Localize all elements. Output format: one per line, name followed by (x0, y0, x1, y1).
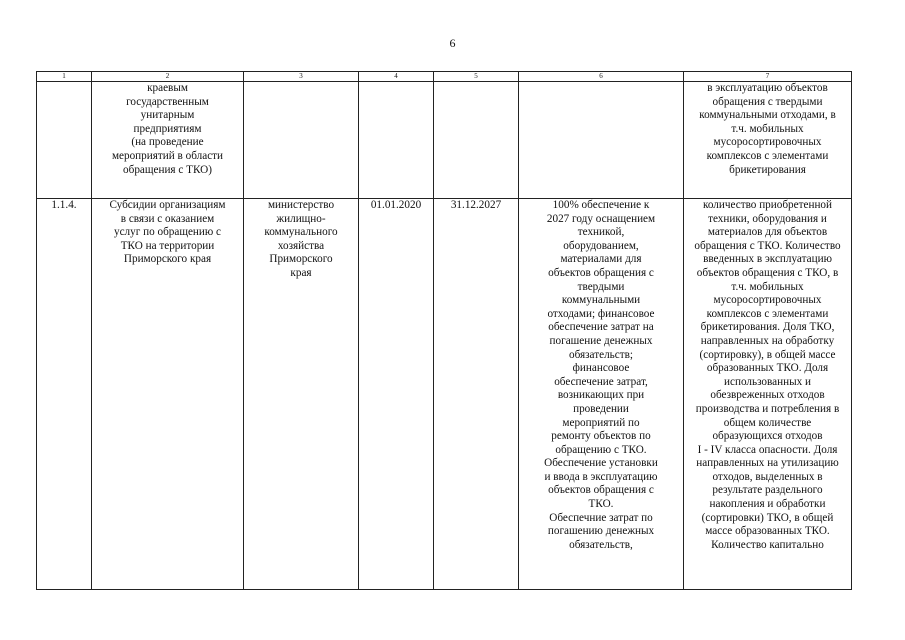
executor-cell (244, 199, 359, 590)
row-number-cell (37, 199, 92, 590)
expected-result: 100% обеспечение к 2027 году оснащением техникой, оборудованием, материалами для объектов обращения с твердыми коммунальными отходами; финансовое обеспечение затрат на погашение денежных обязательств; финансовое обеспечение затрат, возникающих при проведении мероприятий по ремонту объектов по обращению с ТКО. Обеспечение установки и ввода в эксплуатацию объектов обращения с ТКО. Обеспечние затрат по погашению денежных обязательств, (544, 199, 658, 551)
start-date: 01.01.2020 (370, 199, 422, 211)
column-header: 3 (244, 72, 359, 82)
indicators: в эксплуатацию объектов обращения с твердыми коммунальными отходами, в т.ч. мобильных мусоросортировочных комплексов с элементами брикетирования (699, 82, 836, 176)
column-header: 1 (37, 72, 92, 82)
end-date-cell (434, 199, 519, 590)
indicators-cell (684, 82, 852, 199)
table-row (37, 199, 852, 590)
expected-result-cell (519, 199, 684, 590)
column-header: 4 (359, 72, 434, 82)
row-number-cell (37, 82, 92, 199)
activity-name: Субсидии организациям в связи с оказанием услуг по обращению с ТКО на территории Приморского края (109, 199, 226, 266)
column-header: 7 (684, 72, 852, 82)
column-header: 5 (434, 72, 519, 82)
header-row (37, 72, 852, 82)
executor-cell (244, 82, 359, 199)
activity-name-cell (92, 199, 244, 590)
program-table (36, 71, 852, 590)
end-date-cell (434, 82, 519, 199)
page-number: 6 (449, 36, 456, 50)
column-header: 2 (92, 72, 244, 82)
start-date-cell (359, 82, 434, 199)
table-row (37, 82, 852, 199)
row-number: 1.1.4. (51, 199, 77, 211)
activity-name: краевым государственным унитарным предприятиям (на проведение мероприятий в области обращения с ТКО) (111, 82, 224, 176)
column-header: 6 (519, 72, 684, 82)
activity-name-cell (92, 82, 244, 199)
indicators: количество приобретенной техники, оборудования и материалов для объектов обращения с ТКО. Количество введенных в эксплуатацию объектов обращения с ТКО, в т.ч. мобильных мусоросортировочных комплексов с элементами брикетирования. Доля ТКО, направленных на обработку (сортировку), в общей массе образованных ТКО. Доля использованных и обезвреженных отходов производства и потребления в общем количестве образующихся отходов I - IV класса опасности. Доля направленных на утилизацию отходов, выделенных в результате раздельного накопления и обработки (сортировки) ТКО, в общей массе образованных ТКО. Количество капитально (694, 199, 841, 551)
executor: министерство жилищно- коммунального хозяйства Приморского края (264, 199, 338, 279)
expected-result-cell (519, 82, 684, 199)
indicators-cell (684, 199, 852, 590)
end-date: 31.12.2027 (450, 199, 502, 211)
start-date-cell (359, 199, 434, 590)
